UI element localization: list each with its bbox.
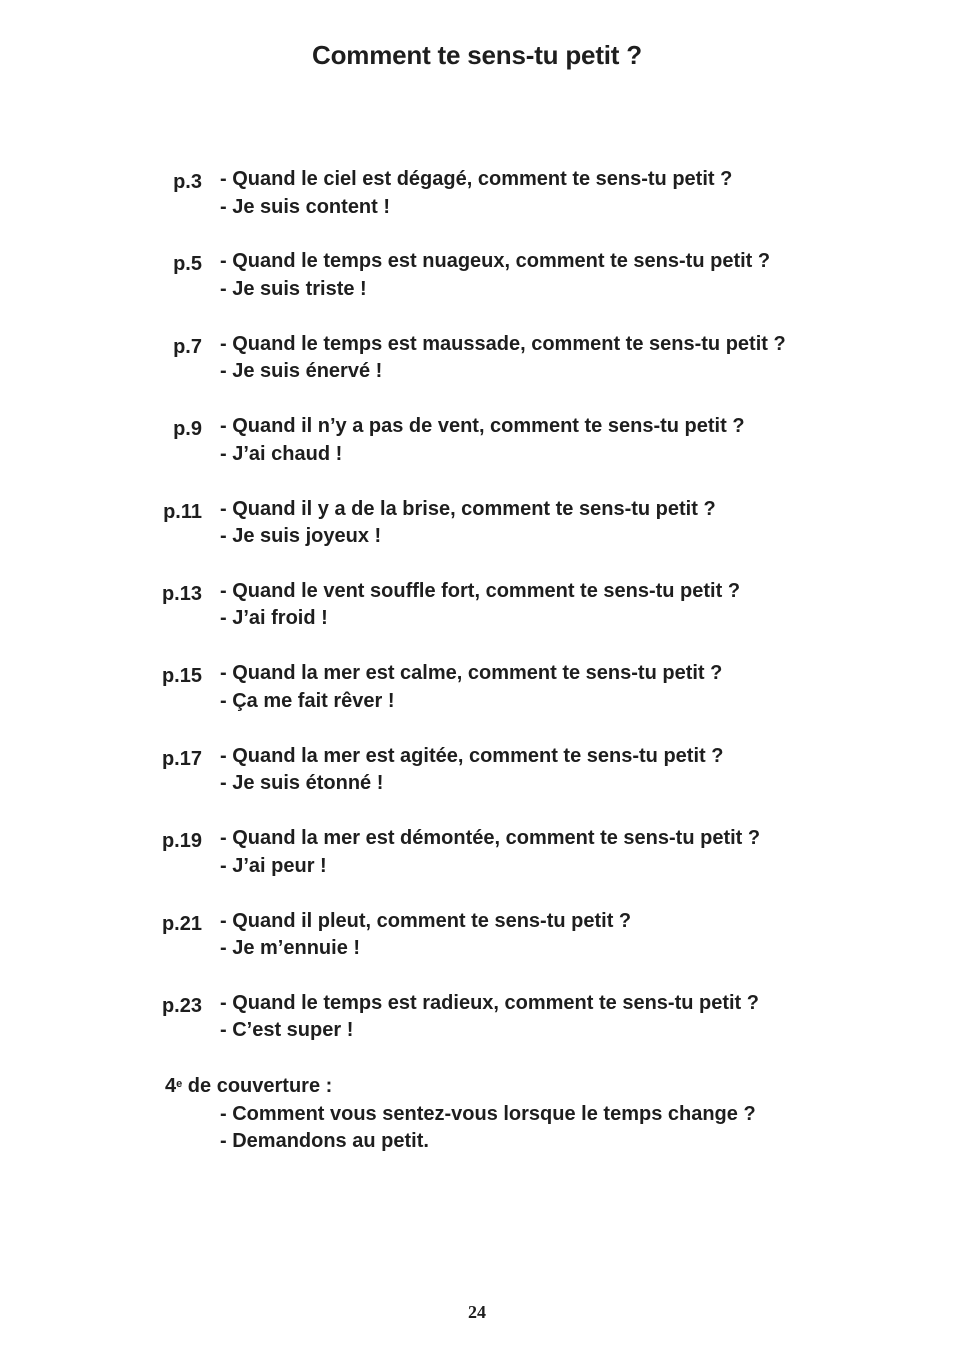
page-reference: p.11 [163, 500, 202, 523]
page-reference: p.15 [161, 665, 202, 688]
question-line: - Quand le vent souffle fort, comment te sens-tu petit ? [220, 579, 741, 602]
list-item [0, 496, 954, 578]
dialogue [220, 660, 722, 715]
page-number: 24 [468, 1302, 486, 1322]
dialogue [220, 413, 745, 468]
back-cover-lines [220, 1101, 954, 1156]
entry-list [0, 166, 954, 1072]
list-item [0, 825, 954, 907]
question-line: - Quand le temps est maussade, comment te sens-tu petit ? [220, 332, 786, 355]
list-item [0, 166, 954, 248]
question-line: - Quand la mer est agitée, comment te sens-tu petit ? [220, 744, 724, 767]
answer-line: - Je suis énervé ! [220, 360, 383, 383]
question-line: - Quand le ciel est dégagé, comment te sens-tu petit ? [220, 168, 733, 190]
page-reference: p.7 [173, 335, 202, 358]
question-line: - Quand la mer est calme, comment te sens-tu petit ? [220, 662, 723, 685]
list-item [0, 660, 954, 742]
dialogue [220, 496, 716, 551]
page-reference: p.23 [161, 994, 202, 1017]
back-cover-number: 4 [165, 1075, 177, 1097]
answer-line: - C’est super ! [220, 1019, 354, 1042]
list-item [0, 248, 954, 330]
answer-line: - J’ai froid ! [220, 607, 328, 630]
back-cover-superscript: e [176, 1078, 183, 1090]
question-line: - Quand la mer est démontée, comment te sens-tu petit ? [220, 827, 761, 850]
list-item [0, 908, 954, 990]
question-line: - Quand le temps est nuageux, comment te sens-tu petit ? [220, 250, 771, 273]
page-reference: p.9 [173, 418, 202, 441]
question-line: - Quand il y a de la brise, comment te sens-tu petit ? [220, 497, 716, 520]
dialogue [220, 743, 723, 798]
dialogue [220, 825, 760, 880]
answer-line: - J’ai chaud ! [220, 442, 343, 465]
list-item [0, 990, 954, 1072]
back-cover-section [0, 1073, 954, 1156]
question-line: - Quand il n’y a pas de vent, comment te sens-tu petit ? [220, 415, 745, 438]
back-cover-line: - Comment vous sentez-vous lorsque le temps change ? [220, 1102, 756, 1125]
answer-line: - Je m’ennuie ! [220, 937, 361, 960]
back-cover-heading [165, 1073, 954, 1101]
page-title: Comment te sens-tu petit ? [312, 40, 642, 70]
back-cover-label: de couverture : [182, 1075, 333, 1097]
dialogue [220, 166, 732, 221]
question-line: - Quand le temps est radieux, comment te sens-tu petit ? [220, 991, 759, 1014]
dialogue [220, 908, 631, 963]
answer-line: - Je suis content ! [220, 195, 391, 218]
list-item [0, 413, 954, 495]
page-reference: p.21 [161, 912, 202, 935]
page-reference: p.19 [161, 830, 202, 853]
answer-line: - Je suis triste ! [220, 277, 367, 300]
answer-line: - J’ai peur ! [220, 854, 327, 877]
page-reference: p.13 [161, 582, 202, 605]
question-line: - Quand il pleut, comment te sens-tu petit ? [220, 909, 632, 932]
answer-line: - Je suis étonné ! [220, 772, 384, 795]
dialogue [220, 578, 740, 633]
dialogue [220, 990, 759, 1045]
dialogue [220, 248, 770, 303]
dialogue [220, 331, 786, 386]
page-reference: p.17 [161, 747, 202, 770]
list-item [0, 331, 954, 413]
page-reference: p.3 [173, 171, 202, 193]
list-item [0, 578, 954, 660]
answer-line: - Ça me fait rêver ! [220, 689, 395, 712]
list-item [0, 743, 954, 825]
back-cover-line: - Demandons au petit. [220, 1130, 429, 1152]
answer-line: - Je suis joyeux ! [220, 525, 382, 548]
page-reference: p.5 [173, 253, 202, 276]
